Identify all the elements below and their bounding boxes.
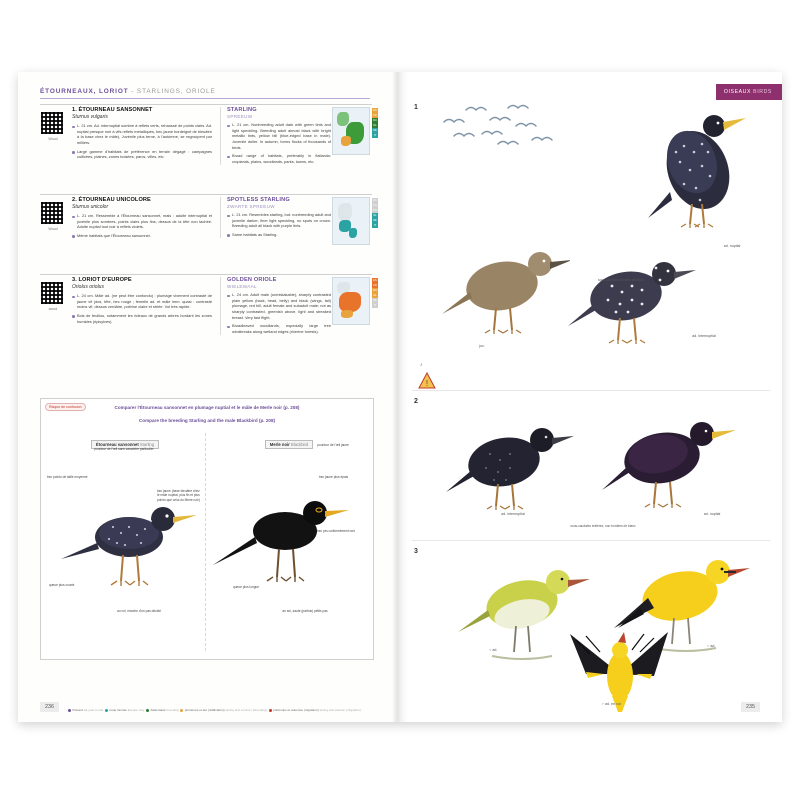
species-2-french-column xyxy=(72,197,212,239)
annotation-longer-tail: queue plus longue xyxy=(233,585,260,589)
species-3-scientific: Oriolus oriolus xyxy=(72,284,104,290)
species-1-thumb xyxy=(40,111,66,141)
book-spread xyxy=(18,72,782,722)
distribution-map-icon xyxy=(332,107,370,155)
caption-plate2-undertail: sous-caudales entières, non bordées de blanc xyxy=(570,524,636,528)
species-1-scientific: Sturnus vulgaris xyxy=(72,114,108,120)
annotation-walks: au vol, marche d'un pas décidé xyxy=(116,609,162,613)
comparison-label-blackbird-fr: Merle noir xyxy=(269,442,290,447)
annotation-eye-surround: pourtour de l'œil sans caractère particulier xyxy=(94,447,154,451)
species-2-habitat-en: Same habitats as Starling. xyxy=(227,232,331,238)
caption-plate2-nonbreeding: ad. internuptial xyxy=(501,512,525,516)
left-page xyxy=(18,72,401,722)
species-3-thumb-caption: wood xyxy=(48,307,58,311)
right-page xyxy=(400,72,782,722)
map-legend xyxy=(68,708,368,713)
caption-plate1-juvenile: juv. xyxy=(479,344,485,348)
starling-breeding-adult-illustration xyxy=(640,100,760,230)
species-3-french-column xyxy=(72,277,212,324)
caption-plate3-male: ♂ ad. xyxy=(706,644,716,648)
plate-number-2: 2 xyxy=(414,398,418,405)
species-2-name-nl: ZWARTE SPREEUW xyxy=(227,204,275,209)
species-3-name-fr: 3. LORIOT D'EUROPE xyxy=(72,277,132,283)
species-2-scientific: Sturnus unicolor xyxy=(72,204,109,210)
tab-label-fr: OISEAUX xyxy=(723,89,752,95)
annotation-yellow-eyering: pourtour de l'œil jaune xyxy=(317,443,349,447)
spotless-starling-breeding-illustration xyxy=(600,404,740,519)
species-entry-3 xyxy=(40,274,377,385)
warning-icon xyxy=(418,372,436,390)
annotation-uniform-plumage: bec peu uniformément noir xyxy=(317,529,355,533)
legend-item-1: toute l'année Europe only xyxy=(104,708,144,712)
species-2-map xyxy=(332,197,377,245)
species-entry-1 xyxy=(40,104,377,191)
comparison-label-starling-en: Starling xyxy=(139,442,155,447)
page-number-right: 235 xyxy=(741,702,760,712)
comparison-label-starling-fr: Étourneau sansonnet xyxy=(95,442,139,447)
section-header-sep: - xyxy=(128,88,137,95)
caption-plate1-nonbreeding: ad. internuptial xyxy=(692,334,716,338)
legend-item-2: Sédentaire breeding xyxy=(145,708,178,712)
comparison-panel-blackbird xyxy=(209,433,369,651)
plate-divider-2 xyxy=(412,540,770,541)
comparison-box xyxy=(40,398,374,660)
distribution-map-icon xyxy=(332,197,370,245)
species-2-thumb-caption: Wood xyxy=(48,227,58,231)
species-2-desc-fr: L. 21 cm. Ressemble à l'Étourneau sansonnet, mais : adulte internuptial et juvénile plus sombres, points clairs plus fins, dessus de la tête non tachée. Adulte nuptial tout noir à reflets violets. xyxy=(72,213,212,230)
species-1-desc-en: L. 21 cm. Nonbreeding adult dark with green tints and light speckling. Breeding adult almost black with bright metallic tints, yellow bill (blue-edged base in male). Juvenile duller. In autumn, forms flocks of thousands of birds. xyxy=(227,122,331,150)
comparison-label-blackbird-en: Blackbird xyxy=(290,442,309,447)
plate-divider-1 xyxy=(412,390,770,391)
species-1-english-column xyxy=(220,107,331,165)
page-number-left: 236 xyxy=(40,702,59,712)
species-1-habitat-fr: Large gamme d'habitats de préférence en terrain dégagé : campagnes cultivées, plaines, zones boisées, parcs, villes, etc. xyxy=(72,149,212,160)
species-3-name-nl: WIELEWAAL xyxy=(227,284,257,289)
legend-item-4: printemps et automne (migration) spring and autumn (migration) xyxy=(268,708,361,712)
species-3-habitat-en: Broadleaved woodlands, especially large tree windbreaks along wetland edges (riverine forests). xyxy=(227,323,331,334)
comparison-panel-starling xyxy=(45,433,206,651)
distribution-map-icon xyxy=(332,277,370,325)
species-1-name-nl: SPREEUW xyxy=(227,114,253,119)
species-3-map xyxy=(332,277,377,325)
comparison-title-en: Compare the breeding Starling and the male Blackbird (p. 208) xyxy=(138,417,276,423)
spotless-starling-nonbreeding-illustration xyxy=(444,408,574,518)
annotation-bill-medium: bec pointu de taille moyenne xyxy=(47,475,88,479)
annotation-thick-bill: bec jaune plus épais xyxy=(319,475,349,479)
sound-icon: ♪ xyxy=(420,362,423,368)
species-1-french-column xyxy=(72,107,212,160)
species-2-desc-en: L. 21 cm. Resembles starling, but: nonbreeding adult and juvenile darker, finer light speckling, no spots on crown. Breeding adult all black with purple tints. xyxy=(227,212,331,229)
caption-plate2-breeding: ad. nuptial xyxy=(703,512,721,516)
habitat-icon xyxy=(40,281,64,305)
legend-item-0: Présent all-year-round xyxy=(68,708,103,712)
legend-item-3: printemps et été (nidification) spring and summer (breeding) xyxy=(179,708,266,712)
comparison-title-fr: Comparer l'Étourneau sansonnet en plumage nuptial et le mâle de Merle noir (p. 208) xyxy=(114,405,300,410)
species-1-name-fr: 1. ÉTOURNEAU SANSONNET xyxy=(72,107,153,113)
section-header xyxy=(40,88,370,99)
species-entry-2 xyxy=(40,194,377,271)
annotation-yellow-bill: bec jaune (base bleuâtre chez le mâle nuptial, plus fin et plus pointu que celui du Merle noir) xyxy=(157,489,200,502)
caption-plate3-female: ♀ ad. xyxy=(488,648,498,652)
species-1-name-en: STARLING xyxy=(227,107,257,113)
species-3-desc-fr: L. 24 cm. Mâle ad. (ne peut être confondu) : plumage vivement contrasté de jaune vif (dos, tête, bec rouge ; femelle ad. et mâle imm. quasi : contrasté moins vif, dessus verdâtre, poitrine claire et striée. Vol très rapide. xyxy=(72,293,212,310)
section-tab-birds xyxy=(716,84,782,100)
species-2-name-en: SPOTLESS STARLING xyxy=(227,197,290,203)
species-2-habitat-fr: Même habitats que l'Étourneau sansonnet. xyxy=(72,233,212,239)
species-2-name-fr: 2. ÉTOURNEAU UNICOLORE xyxy=(72,197,151,203)
species-3-desc-en: L. 24 cm. Adult male (unmistakable), sharply contrasted plain yellow (back, head, belly) and black (wings, tail) plumage, red bill, adult female and subadult male: not as sharply contrasted, greenish above, light and streaked breast. Very fast flight. xyxy=(227,292,331,320)
species-1-map xyxy=(332,107,377,155)
section-header-en: STARLINGS, ORIOLE xyxy=(136,88,216,95)
blackbird-illustration xyxy=(211,481,361,601)
svg-text:!: ! xyxy=(425,379,429,388)
species-3-english-column xyxy=(220,277,331,335)
map-scale: ES FR RU NL DE IT xyxy=(373,279,377,307)
starling-juvenile-illustration xyxy=(440,230,570,340)
starling-flock-illustration xyxy=(436,102,556,152)
caption-plate3-flight: ♂ ad. en vol xyxy=(601,702,621,706)
habitat-icon xyxy=(40,201,64,225)
map-scale: ES FR RU NL DE IT xyxy=(373,199,377,227)
section-header-fr: ÉTOURNEAUX, LORIOT xyxy=(40,88,129,95)
plate-number-1: 1 xyxy=(414,104,418,111)
starling-illustration xyxy=(51,485,201,605)
confusion-risk-badge: Risque de confusion xyxy=(45,403,86,411)
caption-plate1-breeding: ad. nuptial xyxy=(723,244,741,248)
species-3-thumb xyxy=(40,281,66,311)
caption-plate1-undertail: sous-caudales bordées de blanc xyxy=(598,278,644,282)
annotation-hops: au sol, saute (parfois) petits pas xyxy=(282,609,328,613)
species-1-desc-fr: L. 21 cm. Ad. internuptial sombre à reflets verts, rehaussé de points clairs. Ad. nuptial presque noir à vifs reflets métalliques, bec jaune bordeigné de bleuâtre à la base chez le mâle), Juvénile plus terne, à l'automne, se regroupent par milliers. xyxy=(72,123,212,146)
habitat-icon xyxy=(40,111,64,135)
species-1-habitat-en: Broad range of habitats, preferably in flatlands: croplands, plains, woodlands, parks, towns, etc. xyxy=(227,153,331,164)
species-3-name-en: GOLDEN ORIOLE xyxy=(227,277,277,283)
species-2-english-column xyxy=(220,197,331,238)
map-scale: ES FR RU NL DE IT xyxy=(373,109,377,137)
plate-number-3: 3 xyxy=(414,548,418,555)
species-2-thumb xyxy=(40,201,66,231)
species-3-habitat-fr: Bois de feuillus, notamment les rideaux de grands arbres bordant les zones humides (ripisylves). xyxy=(72,313,212,324)
species-1-thumb-caption: Wood xyxy=(48,137,58,141)
annotation-shorter-tail: queue plus courte xyxy=(49,583,75,587)
tab-label-en: BIRDS xyxy=(753,89,772,95)
